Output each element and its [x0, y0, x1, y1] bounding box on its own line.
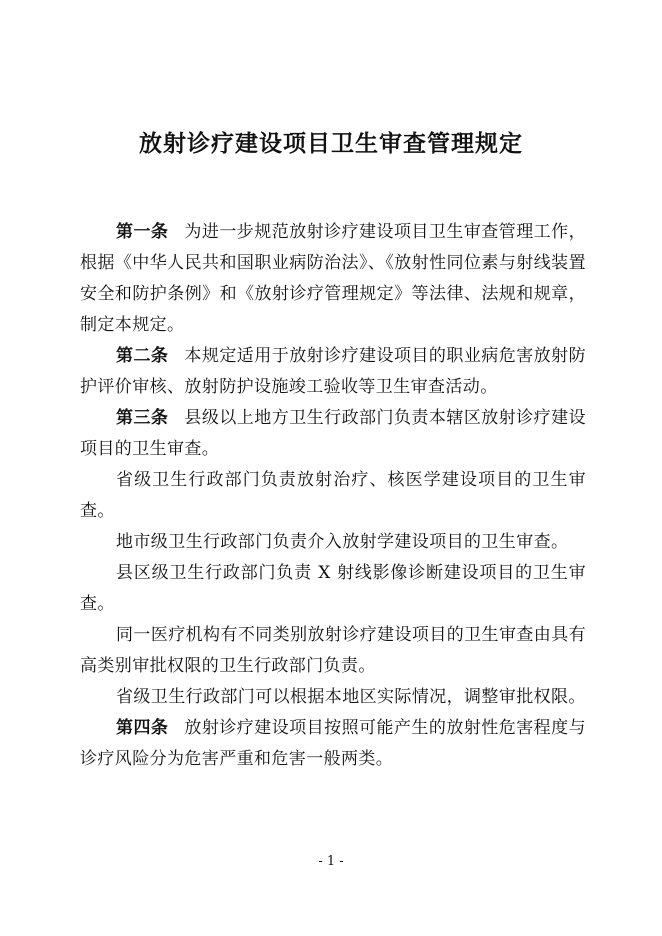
paragraph-municipal-level — [80, 527, 586, 558]
article-number: 第三条 — [116, 408, 169, 428]
paragraph-adjust-authority — [80, 682, 586, 713]
article-number: 第一条 — [116, 222, 169, 242]
paragraph-county-level — [80, 558, 586, 620]
paragraph-article-3 — [80, 403, 586, 465]
paragraph-text: 省级卫生行政部门负责放射治疗、核医学建设项目的卫生审查。 — [80, 470, 586, 521]
paragraph-provincial-level — [80, 465, 586, 527]
article-number: 第二条 — [116, 346, 169, 366]
paragraph-text: 同一医疗机构有不同类别放射诊疗建设项目的卫生审查由具有高类别审批权限的卫生行政部门负责。 — [80, 625, 586, 676]
paragraph-text: 地市级卫生行政部门负责介入放射学建设项目的卫生审查。 — [116, 532, 569, 552]
paragraph-text: 为进一步规范放射诊疗建设项目卫生审查管理工作，根据《中华人民共和国职业病防治法》、《放射性同位素与射线装置安全和防护条例》和《放射诊疗管理规定》等法律、法规和规章，制定本规定。 — [80, 222, 587, 335]
paragraph-text: 本规定适用于放射诊疗建设项目的职业病危害放射防护评价审核、放射防护设施竣工验收等卫生审查活动。 — [80, 346, 587, 397]
paragraph-article-4 — [80, 713, 586, 775]
paragraph-multiple-categories — [80, 620, 586, 682]
document-body — [80, 217, 586, 775]
page-number: - 1 - — [318, 854, 344, 869]
paragraph-article-2 — [80, 341, 586, 403]
paragraph-text: 省级卫生行政部门可以根据本地区实际情况，调整审批权限。 — [116, 687, 586, 707]
document-title: 放射诊疗建设项目卫生审查管理规定 — [139, 131, 523, 157]
paragraph-text: 县区级卫生行政部门负责 X 射线影像诊断建设项目的卫生审查。 — [80, 563, 586, 614]
article-number: 第四条 — [116, 718, 169, 738]
paragraph-article-1 — [80, 217, 586, 341]
paragraph-text: 放射诊疗建设项目按照可能产生的放射性危害程度与诊疗风险分为危害严重和危害一般两类。 — [80, 718, 587, 769]
paragraph-text: 县级以上地方卫生行政部门负责本辖区放射诊疗建设项目的卫生审查。 — [80, 408, 587, 459]
